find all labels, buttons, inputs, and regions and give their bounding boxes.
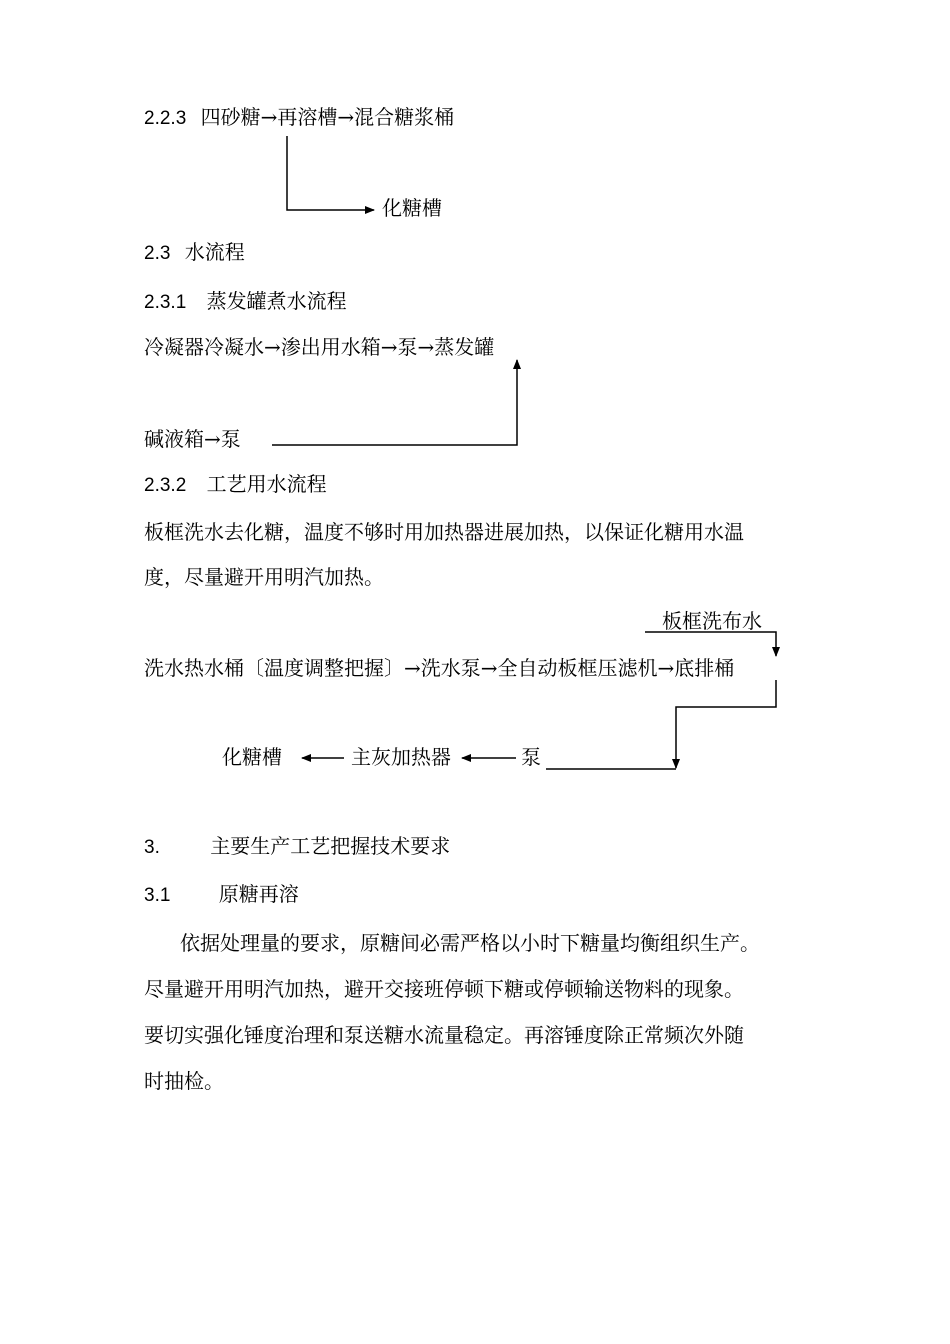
section-number: 2.3.1 [144,292,187,313]
section-number: 2.3.2 [144,475,187,496]
section-number: 3. [144,837,160,858]
sugar-flow-text: 四砂糖→再溶槽→混合糖浆桶 [200,105,455,129]
return-node-lime-heater: 主灰加热器 [351,745,451,769]
section-title: 工艺用水流程 [206,472,327,496]
section-number: 3.1 [144,885,171,906]
section-2-3-1-heading [144,289,347,315]
alkali-side-flow: 碱液箱→泵 [144,427,241,451]
section-number: 2.3 [144,243,171,264]
section-3-heading [144,834,450,860]
paragraph-line: 要切实强化锤度治理和泵送糖水流量稳定。再溶锤度除正常频次外随 [144,1023,744,1047]
cloth-wash-water-label: 板框洗布水 [662,609,762,633]
return-node-pump: 泵 [521,745,541,769]
paragraph-line: 依据处理量的要求，原糖间必需严格以小时下糖量均衡组织生产。 [180,931,760,955]
section-2-3-2-heading [144,472,327,498]
section-title: 原糖再溶 [218,882,299,906]
section-2-2-3-heading [144,105,454,131]
process-water-paragraph-line1: 板框洗水去化糖，温度不够时用加热器进展加热，以保证化糖用水温 [144,520,744,544]
section-title: 主要生产工艺把握技术要求 [210,834,451,858]
paragraph-line: 尽量避开用明汽加热，避开交接班停顿下糖或停顿输送物料的现象。 [144,977,744,1001]
branch-arrow-2-2-3 [287,136,374,210]
process-water-paragraph-line2: 度，尽量避开用明汽加热。 [144,565,384,589]
branch-node-dissolve-tank: 化糖槽 [382,196,442,220]
raw-sugar-paragraph [144,920,814,1104]
section-number: 2.2.3 [144,108,187,129]
evaporator-main-flow: 冷凝器冷凝水→渗出用水箱→泵→蒸发罐 [144,335,495,359]
section-2-3-heading [144,240,245,266]
section-title: 蒸发罐煮水流程 [206,289,347,313]
wash-water-main-flow: 洗水热水桶〔温度调整把握〕→洗水泵→全自动板框压滤机→底排桶 [144,656,735,680]
cloth-wash-arrow [645,632,776,656]
section-3-1-heading [144,882,299,908]
bottom-tank-down-arrow [676,680,776,768]
alkali-to-evaporator-arrow [272,360,517,445]
paragraph-line: 时抽检。 [144,1069,224,1093]
section-title: 水流程 [184,240,245,264]
return-node-dissolve-tank: 化糖槽 [222,745,282,769]
